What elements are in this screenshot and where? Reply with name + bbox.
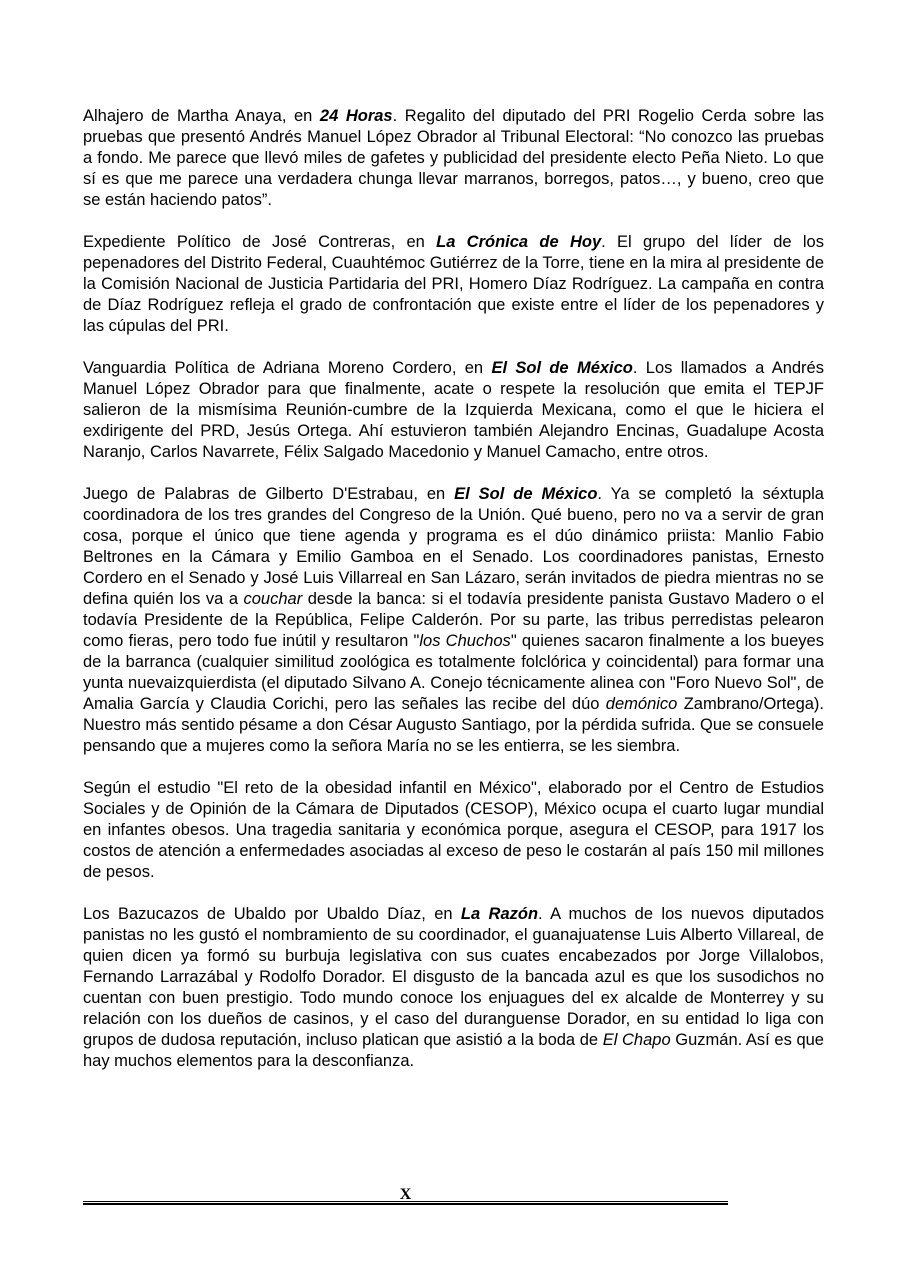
text-run: , en	[421, 905, 461, 923]
bold-text-run: Cuauhtémoc Gutiérrez de la Torre	[331, 254, 580, 272]
bold-text-run: Gilberto D'Estrabau	[265, 485, 414, 503]
paragraph-bazucazos	[83, 904, 824, 1072]
paragraph-juego-de-palabras	[83, 484, 824, 757]
text-run: de	[143, 107, 178, 125]
text-run: , Carlos Navarrete, Félix Salgado Macedonio y Manuel Camacho, entre otros.	[140, 443, 709, 461]
publication-name: La Crónica de Hoy	[436, 233, 602, 251]
bold-text-run: Martha Anaya	[177, 107, 282, 125]
bold-text-run: Rogelio Cerda	[638, 107, 747, 125]
paragraph-obesidad-infantil	[83, 778, 824, 883]
text-run: Silvano A. Conejo técnicamente alinea con "Foro Nuevo Sol", de Amalia García y Claudia Corichi, pero las señales las recibe del dúo	[83, 674, 825, 713]
paragraph-expediente-politico	[83, 232, 824, 337]
bold-text-run: Expediente Político	[83, 233, 231, 251]
bold-text-run: Alhajero	[83, 107, 144, 125]
paragraph-vanguardia-politica	[83, 358, 824, 463]
text-run: panistas no les gustó el nombramiento de su coordinador, el guanajuatense Luis Alberto Villareal, de quien dicen ya formó su burbuja legislativa con sus cuates encabezados por Jorge Villalobos, Fernando Larrazábal y Rodolfo Dorador. El disgusto de la bancada azul es que los susodichos no cuentan con buen prestigio. Todo mundo conoce los enjuagues del ex alcalde de Monterrey y su relación con los dueños de casinos, y el caso del duranguense Dorador, en su entidad lo liga con grupos de dudosa reputación, incluso platican que asistió a la boda de	[83, 926, 824, 1049]
text-run: " quienes sacaron finalmente a los bueyes de la barranca (cualquier similitud zoológica es totalmente folclórica y coincidental) para formar una yunta nuevaizquierdista (el	[83, 632, 824, 692]
text-run: por	[286, 905, 327, 923]
bold-text-run: Alejandro Encinas	[539, 422, 675, 440]
publication-name: La Razón	[460, 905, 539, 923]
italic-text-run: demónico	[605, 695, 678, 713]
text-run: . A muchos de los nuevos	[538, 905, 753, 923]
bold-text-run: José Contreras	[271, 233, 391, 251]
bold-text-run: CESOP	[654, 821, 710, 839]
text-run: , en	[390, 233, 437, 251]
bold-text-run: San Lázaro	[430, 569, 516, 587]
page-footer	[83, 1186, 728, 1210]
text-run: , tiene en la mira al presidente de la Comisión Nacional de Justicia Partidaria del PRI, Homero Díaz Rodríguez. La campaña en contra de Díaz Rodríguez refleja el grado de confrontación que existe entre el líder de los pepenadores y las cúpulas del PRI.	[83, 254, 825, 335]
footer-mark: X	[399, 1186, 412, 1203]
text-run: desde la banca: si el todavía presidente panista Gustavo Madero o el todavía Presidente de la República, Felipe Calderón. Por su parte, las tribus perredistas pelearon como fieras, pero todo fue inútil y resultaron "	[83, 590, 825, 650]
text-run: de	[230, 233, 272, 251]
text-run: . Qué bueno, pero no va a servir de gran cosa, porque el único que tiene agenda y programa es el dúo dinámico priista: Manlio Fabio Beltrones en la	[83, 506, 825, 566]
publication-name: El Sol de México	[454, 485, 598, 503]
paragraph-alhajero	[83, 106, 824, 211]
text-run: , para 1917 los costos de atención a enfermedades asociadas al exceso de peso le costarán al país 150 mil millones de pesos.	[83, 821, 824, 881]
bold-text-run: Guadalupe Acosta Naranjo	[83, 422, 824, 461]
text-run: Según el estudio "El reto de la obesidad infantil en México", elaborado por el	[83, 779, 680, 797]
publication-name: 24 Horas	[319, 107, 393, 125]
text-run: de	[229, 485, 266, 503]
text-run: Guzmán. Así es que hay muchos elementos para la desconfianza.	[83, 1031, 824, 1070]
bold-text-run: Congreso de la Unión	[359, 506, 521, 524]
bold-text-run: diputados	[752, 905, 824, 923]
bold-text-run: Ubaldo Díaz	[326, 905, 422, 923]
italic-text-run: los Chuchos	[419, 632, 511, 650]
text-run: . El grupo del líder de los pepenadores del Distrito Federal,	[83, 233, 824, 272]
bold-text-run: Centro de Estudios Sociales y de Opinión de la Cámara de Diputados (CESOP)	[83, 779, 824, 818]
text-run: Zambrano/Ortega). Nuestro más sentido pésame a don	[83, 695, 824, 734]
text-run: , por la pérdida sufrida. Que se consuele pensando que a mujeres como la señora María no se les entierra, se les siembra.	[83, 716, 824, 755]
text-run: , en	[281, 107, 320, 125]
text-run: y Emilio Gamboa en el Senado. Los coordinadores panistas, Ernesto Cordero en el Senado y José Luis Villarreal en	[83, 548, 825, 587]
text-run: . Ya se completó la séxtupla coordinadora de los tres grandes del	[83, 485, 824, 524]
document-body	[83, 106, 824, 1093]
bold-text-run: César Augusto Santiago	[348, 716, 527, 734]
italic-text-run: El Chapo	[602, 1031, 671, 1049]
text-run: ,	[674, 422, 687, 440]
bold-text-run: Juego de Palabras	[83, 485, 230, 503]
text-run: . Regalito del diputado del PRI	[392, 107, 639, 125]
bold-text-run: Los Bazucazos de Ubaldo	[83, 905, 287, 923]
bold-text-run: diputado	[284, 674, 348, 692]
text-run: sobre las pruebas que presentó Andrés Manuel López Obrador al Tribunal Electoral: “No conozco las pruebas a fondo. Me parece que llevó miles de gafetes y publicidad del presidente electo Peña Nieto. Lo que sí es que me parece una verdadera chunga llevar marranos, borregos, patos…, y bueno, creo que se están haciendo patos”.	[83, 107, 824, 209]
bold-text-run: Vanguardia Política	[83, 359, 229, 377]
text-run: , serán invitados de piedra mientras no se defina quién los va a	[83, 569, 824, 608]
text-run: . Los llamados a Andrés Manuel López Obrador para que finalmente, acate o respete la resolución que emita el TEPJF salieron de la mismísima Reunión-cumbre de la Izquierda Mexicana, como el que le hiciera el exdirigente del PRD, Jesús Ortega. Ahí estuvieron también	[83, 359, 824, 440]
italic-text-run: couchar	[243, 590, 303, 608]
text-run: , en	[413, 485, 455, 503]
publication-name: El Sol de México	[491, 359, 633, 377]
text-run: , México ocupa el cuarto lugar mundial en infantes obesos. Una tragedia sanitaria y económica porque, asegura el	[83, 800, 825, 839]
bold-text-run: Cámara	[211, 548, 270, 566]
bold-text-run: Adriana Moreno Cordero	[262, 359, 452, 377]
text-run: , en	[451, 359, 492, 377]
text-run: de	[228, 359, 263, 377]
